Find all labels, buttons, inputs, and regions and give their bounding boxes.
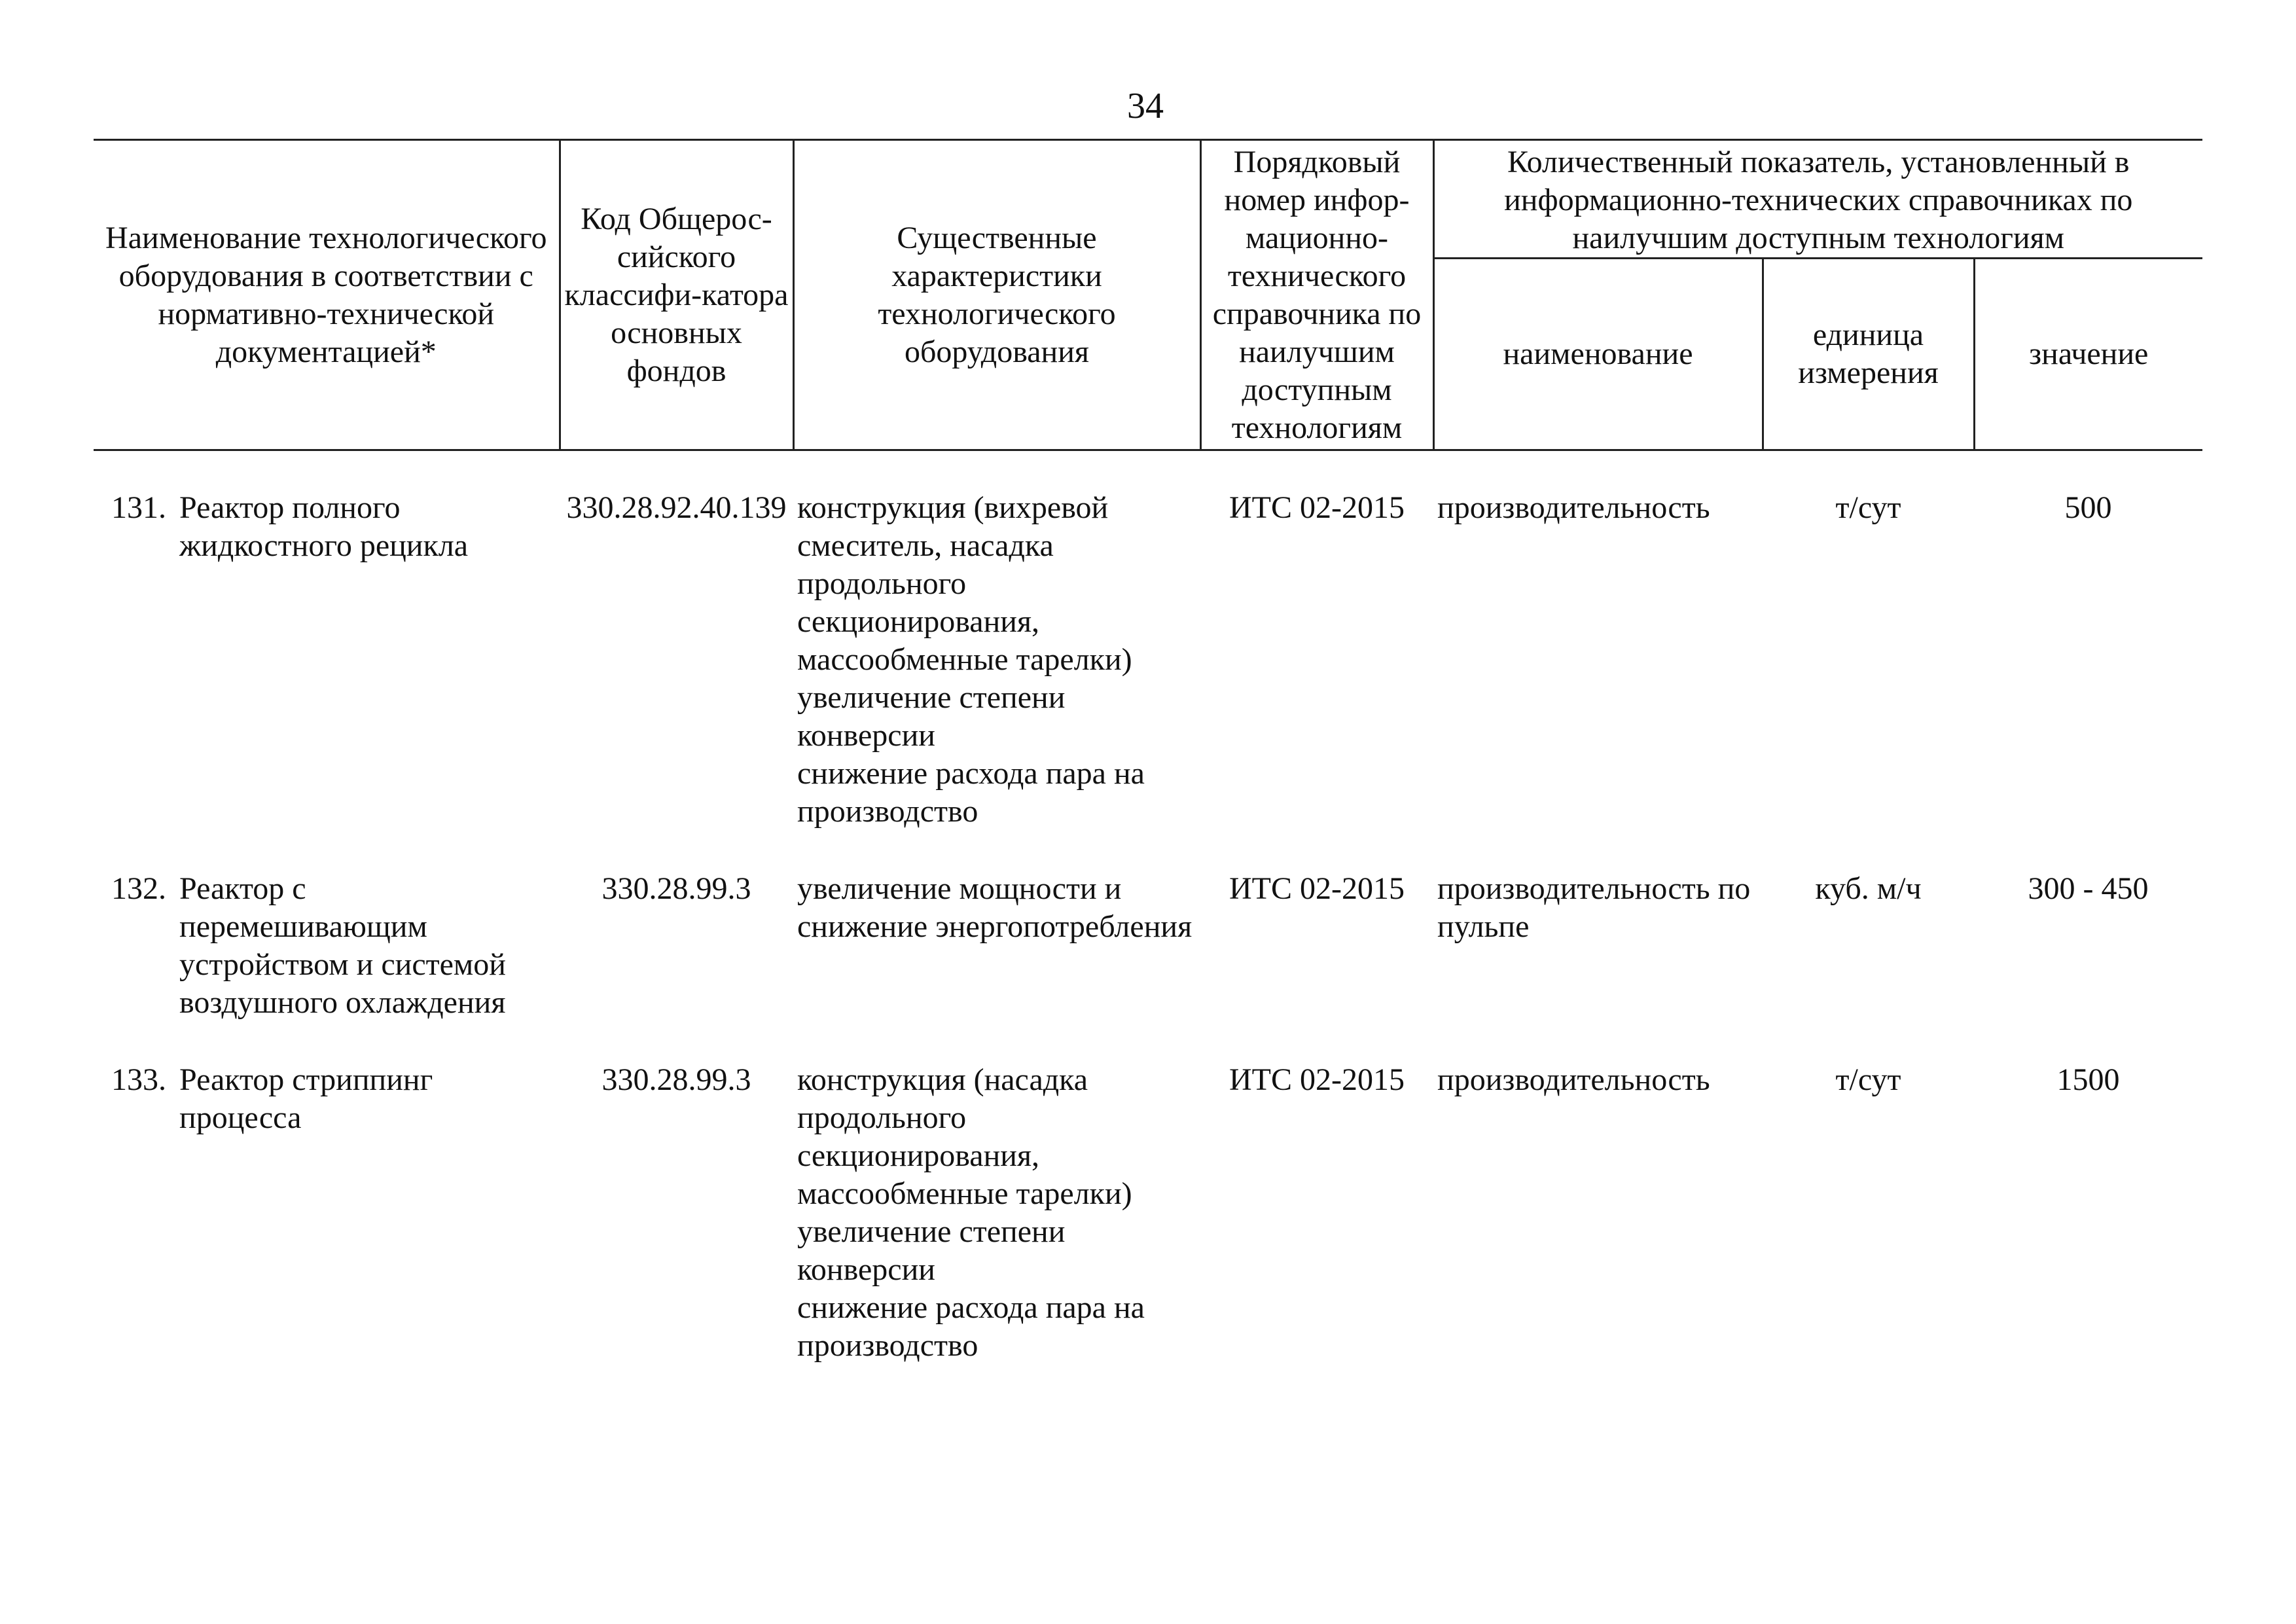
header-equipment-name: Наименование технологического оборудования в соответствии с нормативно-технической документацией* [94, 140, 560, 450]
characteristic-item: увеличение степени конверсии [797, 1214, 1066, 1287]
indicator-name: производительность по пульпе [1437, 871, 1751, 944]
characteristic-item: увеличение степени конверсии [797, 680, 1066, 753]
its-number: ИТС 02-2015 [1229, 1062, 1405, 1097]
header-indicator-name: наименование [1433, 259, 1763, 450]
characteristics [793, 1061, 1200, 1404]
equipment-cell [94, 870, 560, 1061]
header-okof-code: Код Общерос-сийского классифи-катора основных фондов [560, 140, 793, 450]
equipment-cell [94, 489, 560, 870]
equipment-name: Реактор полного жидкостного рецикла [179, 490, 469, 563]
table-row [94, 870, 2202, 1061]
header-its-number: Порядковый номер инфор-мационно-технического справочника по наилучшим доступным технологиям [1200, 140, 1433, 450]
page-number: 34 [1127, 86, 1164, 126]
characteristic-item: снижение расхода пара на производство [797, 756, 1145, 829]
characteristics [793, 870, 1200, 1061]
indicator-name: производительность [1437, 490, 1710, 525]
table-body [94, 450, 2202, 1405]
indicator-value: 500 [2064, 490, 2112, 525]
indicator-name: производительность [1437, 1062, 1710, 1097]
characteristic-item: снижение расхода пара на производство [797, 1290, 1145, 1363]
characteristic-item: увеличение мощности и снижение энергопотребления [797, 871, 1193, 944]
table-row [94, 1061, 2202, 1404]
characteristic-item: конструкция (вихревой смеситель, насадка продольного секционирования, массообменные тарелки) [797, 490, 1132, 677]
header-value: значение [1974, 259, 2202, 450]
indicator-value: 1500 [2056, 1062, 2120, 1097]
row-number: 133. [111, 1062, 166, 1097]
characteristic-item: конструкция (насадка продольного секционирования, массообменные тарелки) [797, 1062, 1132, 1211]
header-characteristics: Существенные характеристики технологического оборудования [793, 140, 1200, 450]
row-number: 131. [111, 490, 166, 525]
table-header [94, 140, 2202, 450]
indicator-value: 300 - 450 [2028, 871, 2149, 906]
okof-code: 330.28.99.3 [601, 1062, 751, 1097]
header-unit: единица измерения [1763, 259, 1974, 450]
row-number: 132. [111, 871, 166, 906]
its-number: ИТС 02-2015 [1229, 871, 1405, 906]
equipment-table [94, 139, 2202, 1404]
indicator-unit: куб. м/ч [1815, 871, 1922, 906]
equipment-name: Реактор с перемешивающим устройством и системой воздушного охлаждения [179, 871, 506, 1020]
characteristics [793, 489, 1200, 870]
header-quantitative-indicator: Количественный показатель, установленный в информационно-технических справочниках по наилучшим доступным технологиям [1433, 140, 2202, 259]
okof-code: 330.28.99.3 [601, 871, 751, 906]
table-row [94, 489, 2202, 870]
its-number: ИТС 02-2015 [1229, 490, 1405, 525]
okof-code: 330.28.92.40.139 [566, 490, 787, 525]
indicator-unit: т/сут [1835, 1062, 1901, 1097]
equipment-name: Реактор стриппинг процесса [179, 1062, 433, 1135]
equipment-cell [94, 1061, 560, 1404]
indicator-unit: т/сут [1835, 490, 1901, 525]
